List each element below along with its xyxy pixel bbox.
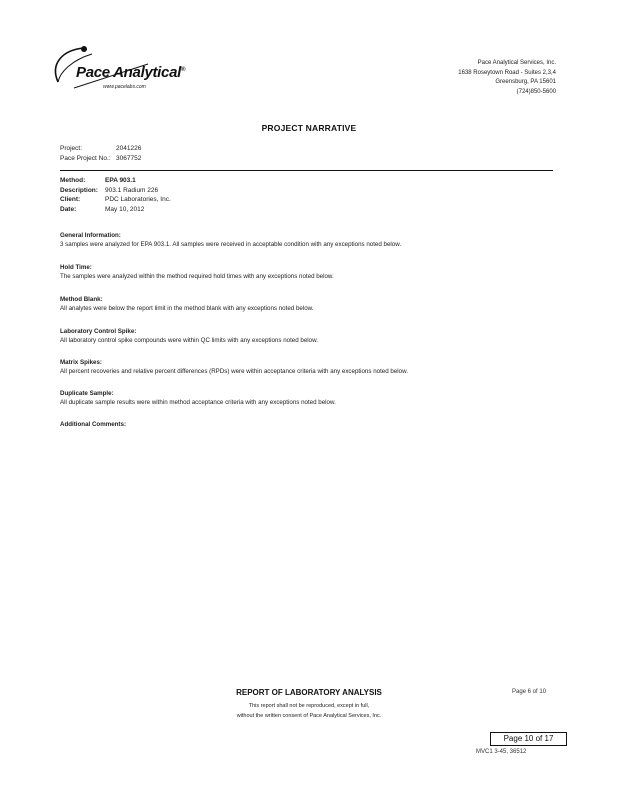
section-additional-comments [60, 420, 560, 429]
section-hold-time [60, 263, 560, 281]
client-value: PDC Laboratories, Inc. [105, 196, 171, 203]
address-line: (724)850-5600 [516, 88, 556, 95]
address-line: 1638 Roseytown Road - Suites 2,3,4 [458, 69, 556, 76]
section-heading: Method Blank: [60, 296, 103, 303]
section-method-blank [60, 295, 560, 313]
method-info [60, 176, 171, 214]
page-number-box: Page 10 of 17 [490, 732, 567, 746]
section-general [60, 231, 560, 249]
document-id: MVC1 3-45, 36512 [476, 749, 527, 755]
page-title: PROJECT NARRATIVE [261, 123, 357, 133]
section-text: 3 samples were analyzed for EPA 903.1. All samples were received in acceptable condition with any exceptions noted below. [60, 241, 402, 248]
section-text: All percent recoveries and relative percent differences (RPDs) were within acceptance criteria with any exceptions noted below. [60, 368, 408, 375]
company-address [458, 59, 556, 97]
client-label: Client: [60, 196, 81, 203]
section-heading: General Information: [60, 232, 121, 239]
method-value: EPA 903.1 [105, 177, 136, 184]
pace-project-value: 3067752 [116, 154, 142, 162]
section-matrix-spikes [60, 358, 560, 376]
section-heading: Matrix Spikes: [60, 359, 102, 366]
section-heading: Laboratory Control Spike: [60, 328, 137, 335]
section-lcs [60, 327, 560, 345]
pace-logo-text: Pace Analytical® [76, 64, 186, 81]
section-text: All laboratory control spike compounds were within QC limits with any exceptions noted below. [60, 337, 318, 344]
note-line: This report shall not be reproduced, except in full, [248, 703, 370, 709]
section-heading: Duplicate Sample: [60, 390, 114, 397]
project-value: 2041226 [116, 145, 142, 152]
logo-url: www.pacelabs.com [103, 84, 146, 90]
method-label: Method: [60, 177, 86, 184]
section-text: All analytes were below the report limit in the method blank with any exceptions noted below. [60, 305, 314, 312]
pace-project-label: Pace Project No.: [60, 154, 111, 162]
page-of-label: Page 6 of 10 [512, 689, 547, 695]
date-label: Date: [60, 205, 77, 213]
report-footer-title: REPORT OF LABORATORY ANALYSIS [236, 688, 382, 697]
date-value: May 10, 2012 [105, 205, 145, 213]
note-line: without the written consent of Pace Analytical Services, Inc. [236, 713, 382, 719]
section-text: All duplicate sample results were within method acceptance criteria with any exceptions noted below. [60, 399, 336, 406]
project-label: Project: [60, 145, 83, 152]
divider [60, 170, 553, 171]
description-label: Description: [60, 186, 98, 194]
section-heading: Hold Time: [60, 264, 92, 271]
section-heading: Additional Comments: [60, 421, 126, 428]
address-line: Greensburg, PA 15601 [495, 79, 556, 85]
description-value: 903.1 Radium 226 [105, 186, 159, 194]
project-info [60, 144, 141, 163]
section-duplicate [60, 389, 560, 407]
address-line: Pace Analytical Services, Inc. [477, 60, 556, 66]
section-text: The samples were analyzed within the method required hold times with any exceptions noted below. [60, 273, 334, 280]
reproduction-note [0, 701, 618, 721]
